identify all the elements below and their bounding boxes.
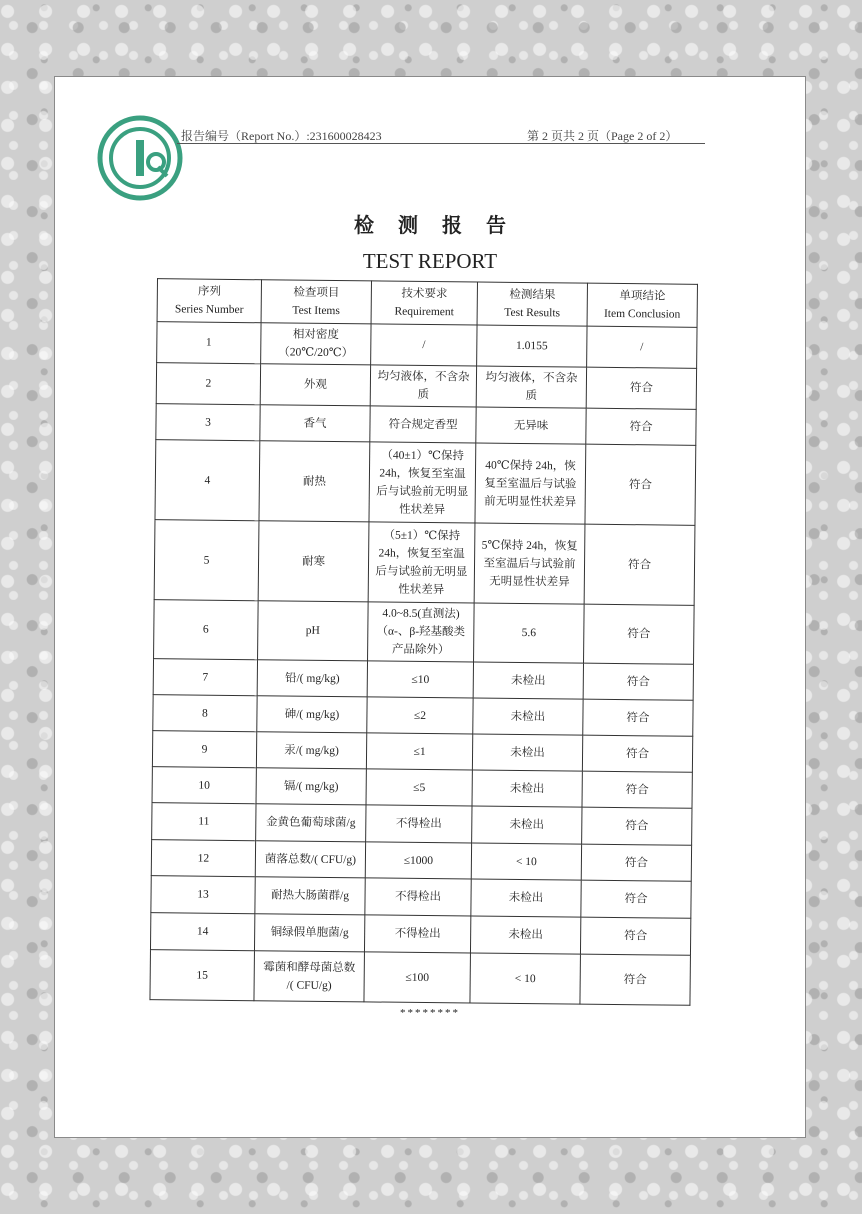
conclusion-cell: 符合 bbox=[582, 771, 692, 808]
conclusion-cell: 符合 bbox=[583, 699, 693, 736]
conclusion-cell: 符合 bbox=[581, 880, 691, 918]
table-row bbox=[156, 363, 696, 410]
table-row bbox=[154, 600, 695, 665]
series-number-cell: 14 bbox=[150, 913, 254, 951]
header-test-items: 检查项目 Test Items bbox=[261, 280, 371, 324]
test-item-cell: 砷/( mg/kg) bbox=[257, 696, 367, 733]
page-info: 第 2 页共 2 页（Page 2 of 2） bbox=[527, 129, 678, 143]
test-item-cell: 香气 bbox=[260, 405, 370, 442]
report-title-en: TEST REPORT bbox=[362, 249, 498, 273]
table-row bbox=[153, 695, 693, 737]
series-number-cell: 9 bbox=[152, 731, 256, 768]
result-cell: 1.0155 bbox=[477, 325, 587, 367]
test-item-cell: 耐热大肠菌群/g bbox=[255, 877, 365, 915]
table-row bbox=[152, 767, 692, 809]
test-item-cell: 金黄色葡萄球菌/g bbox=[256, 804, 366, 842]
result-cell: 未检出 bbox=[473, 662, 583, 699]
result-cell: 未检出 bbox=[473, 698, 583, 735]
conclusion-cell: / bbox=[587, 326, 697, 368]
table-row bbox=[150, 950, 690, 1006]
series-number-cell: 5 bbox=[154, 520, 259, 601]
series-number-cell: 4 bbox=[155, 440, 260, 521]
report-number-value: 231600028423 bbox=[309, 129, 382, 143]
test-item-cell: 铅/( mg/kg) bbox=[257, 660, 367, 697]
report-title-cn: 检测报告 bbox=[354, 215, 530, 237]
test-item-cell: 耐寒 bbox=[258, 521, 369, 602]
table-row bbox=[154, 520, 695, 606]
series-number-cell: 6 bbox=[154, 600, 259, 660]
table-row bbox=[150, 913, 690, 956]
table-row bbox=[156, 404, 696, 446]
series-number-cell: 10 bbox=[152, 767, 256, 804]
requirement-cell: 符合规定香型 bbox=[370, 406, 476, 443]
requirement-cell: （5±1）℃保持 24h，恢复至室温后与试验前无明显性状差异 bbox=[368, 522, 475, 603]
conclusion-cell: 符合 bbox=[580, 917, 690, 955]
conclusion-cell: 符合 bbox=[580, 954, 691, 1005]
requirement-cell: ≤1 bbox=[366, 733, 472, 770]
result-cell: 均匀液体，不含杂质 bbox=[476, 366, 586, 408]
report-number bbox=[181, 127, 382, 144]
table-body bbox=[150, 322, 697, 1006]
conclusion-cell: 符合 bbox=[584, 604, 695, 664]
result-cell: 未检出 bbox=[472, 806, 582, 844]
conclusion-cell: 符合 bbox=[585, 444, 696, 525]
table-header-row bbox=[157, 279, 697, 328]
header-series-number: 序列 Series Number bbox=[157, 279, 261, 323]
result-cell: 未检出 bbox=[470, 916, 580, 954]
series-number-cell: 7 bbox=[153, 659, 257, 696]
requirement-cell: 不得检出 bbox=[364, 915, 470, 953]
conclusion-cell: 符合 bbox=[581, 844, 691, 881]
series-number-cell: 11 bbox=[152, 803, 256, 841]
table-row bbox=[153, 659, 693, 701]
table-row bbox=[155, 440, 696, 526]
result-cell: 未检出 bbox=[471, 879, 581, 917]
result-cell: 未检出 bbox=[472, 770, 582, 807]
series-number-cell: 1 bbox=[157, 322, 261, 364]
header-item-conclusion: 单项结论 Item Conclusion bbox=[587, 283, 697, 327]
conclusion-cell: 符合 bbox=[586, 367, 696, 409]
series-number-cell: 8 bbox=[153, 695, 257, 732]
requirement-cell: 4.0~8.5(直测法) （α-、β-羟基酸类产品除外） bbox=[368, 602, 475, 662]
header-test-results: 检测结果 Test Results bbox=[477, 282, 587, 326]
table-row bbox=[152, 803, 692, 846]
result-cell: 40℃保持 24h，恢复至室温后与试验前无明显性状差异 bbox=[475, 443, 586, 524]
series-number-cell: 3 bbox=[156, 404, 260, 441]
result-cell: < 10 bbox=[470, 953, 581, 1004]
requirement-cell: 不得检出 bbox=[365, 878, 471, 916]
table-row bbox=[157, 322, 697, 369]
requirement-cell: （40±1）℃保持24h，恢复至室温后与试验前无明显性状差异 bbox=[369, 442, 476, 523]
test-item-cell: 耐热 bbox=[259, 441, 370, 522]
table-row bbox=[151, 876, 691, 919]
test-item-cell: 相对密度 （20℃/20℃） bbox=[261, 323, 371, 365]
conclusion-cell: 符合 bbox=[582, 807, 692, 845]
header-requirement: 技术要求 Requirement bbox=[371, 281, 477, 325]
conclusion-cell: 符合 bbox=[582, 735, 692, 772]
report-number-label: 报告编号（Report No.）: bbox=[181, 129, 310, 143]
requirement-cell: / bbox=[371, 324, 477, 366]
result-cell: < 10 bbox=[471, 843, 581, 880]
test-item-cell: 外观 bbox=[260, 364, 370, 406]
header-divider bbox=[177, 143, 705, 144]
test-item-cell: 镉/( mg/kg) bbox=[256, 768, 366, 805]
requirement-cell: 不得检出 bbox=[366, 805, 472, 843]
requirement-cell: ≤5 bbox=[366, 769, 472, 806]
requirement-cell: ≤10 bbox=[367, 661, 473, 698]
test-item-cell: 霉菌和酵母菌总数 /( CFU/g) bbox=[254, 951, 365, 1002]
test-item-cell: 菌落总数/( CFU/g) bbox=[255, 841, 365, 878]
requirement-cell: ≤1000 bbox=[365, 842, 471, 879]
series-number-cell: 2 bbox=[156, 363, 260, 405]
end-of-report-mark: ******** bbox=[400, 1007, 460, 1019]
test-item-cell: pH bbox=[258, 601, 369, 661]
result-cell: 5.6 bbox=[474, 603, 585, 663]
conclusion-cell: 符合 bbox=[583, 663, 693, 700]
series-number-cell: 15 bbox=[150, 950, 255, 1001]
series-number-cell: 13 bbox=[151, 876, 255, 914]
requirement-cell: ≤2 bbox=[367, 697, 473, 734]
result-cell: 无异味 bbox=[476, 407, 586, 444]
table-row bbox=[152, 731, 692, 773]
series-number-cell: 12 bbox=[151, 840, 255, 877]
test-item-cell: 铜绿假单胞菌/g bbox=[254, 914, 364, 952]
test-results-table bbox=[149, 278, 698, 1006]
requirement-cell: ≤100 bbox=[364, 952, 471, 1003]
ciq-logo bbox=[97, 115, 183, 201]
conclusion-cell: 符合 bbox=[584, 524, 695, 605]
result-cell: 未检出 bbox=[472, 734, 582, 771]
result-cell: 5℃保持 24h，恢复至室温后与试验前无明显性状差异 bbox=[474, 523, 585, 604]
requirement-cell: 均匀液体，不含杂质 bbox=[370, 365, 476, 407]
conclusion-cell: 符合 bbox=[586, 408, 696, 445]
test-item-cell: 汞/( mg/kg) bbox=[256, 732, 366, 769]
report-page bbox=[54, 76, 806, 1138]
table-row bbox=[151, 840, 691, 882]
